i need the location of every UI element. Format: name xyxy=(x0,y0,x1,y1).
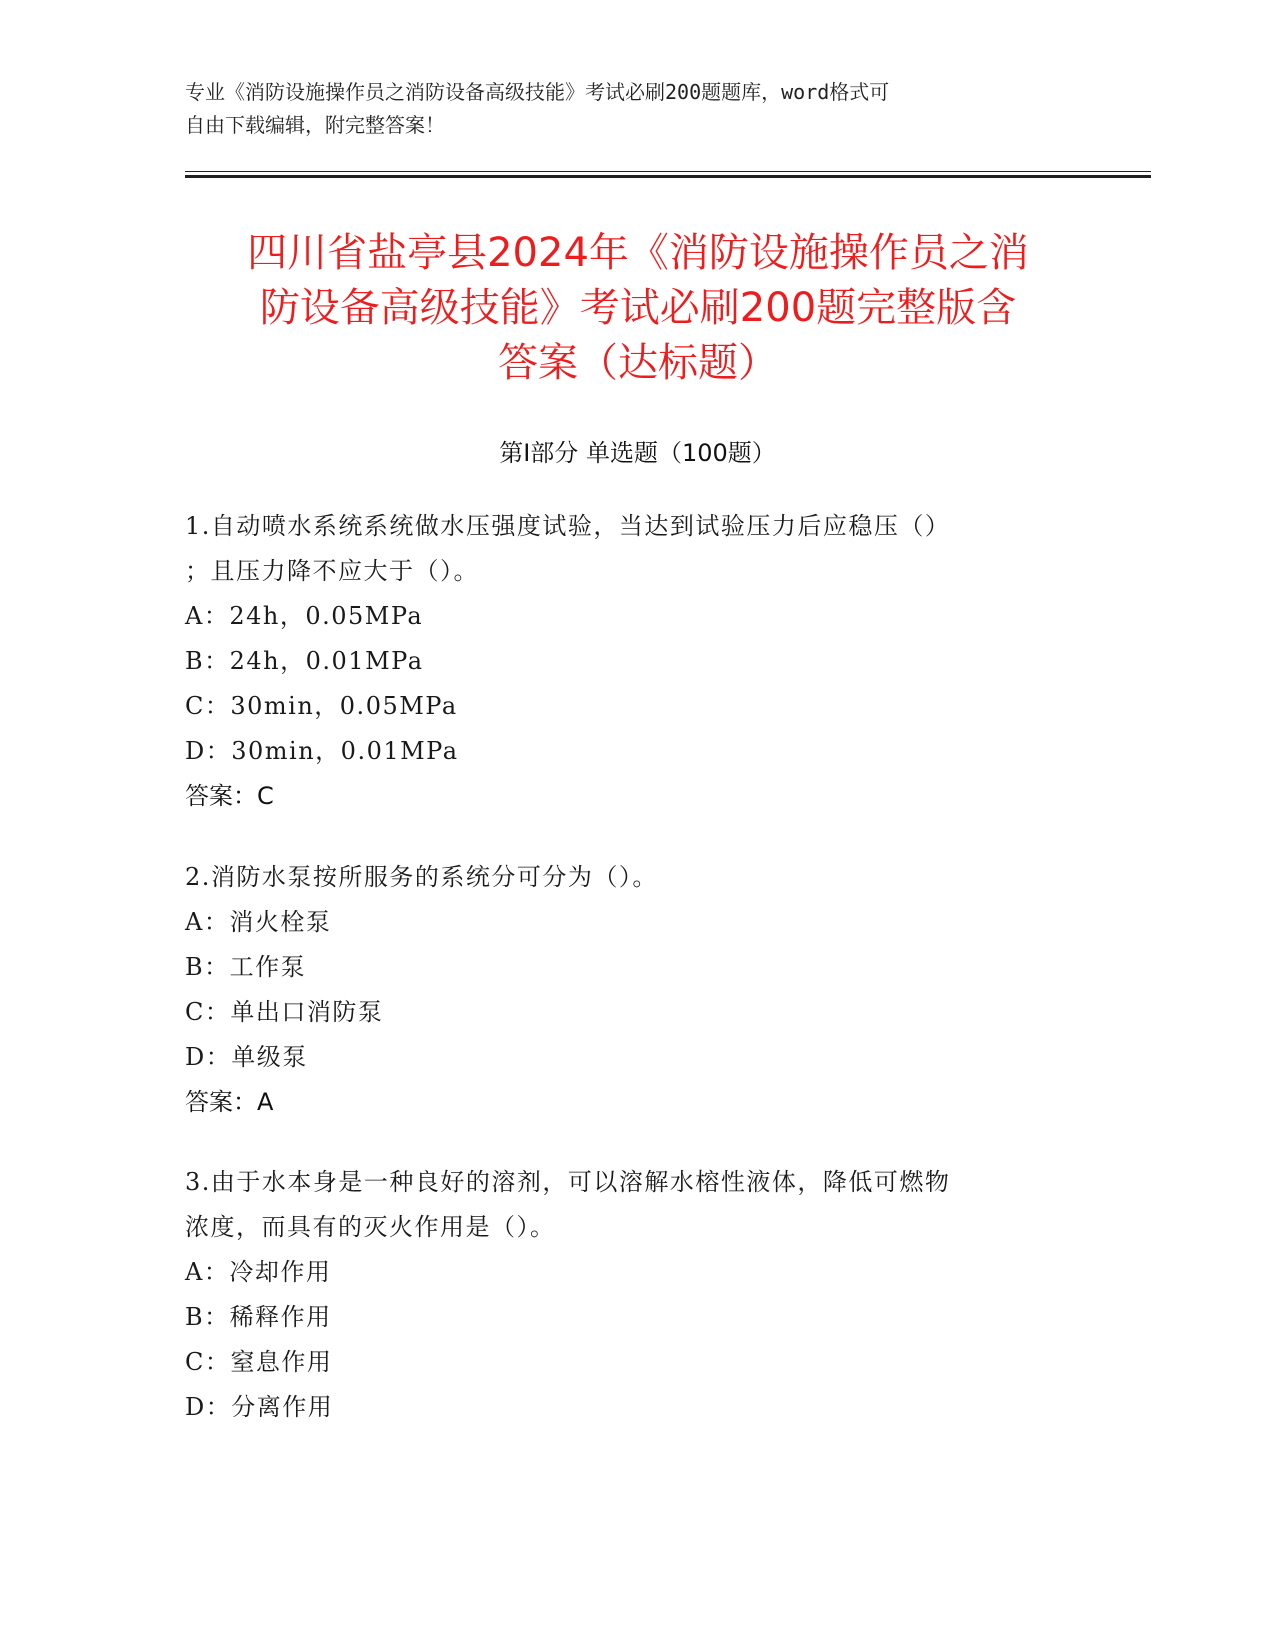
option-a: A：消火栓泵 xyxy=(185,908,332,936)
title-line-1: 四川省盐亭县2024年《消防设施操作员之消 xyxy=(247,230,1029,276)
option-c: C：单出口消防泵 xyxy=(185,998,384,1026)
section-heading: 第I部分 单选题（100题） xyxy=(499,439,776,467)
title-line-2: 防设备高级技能》考试必刷200题完整版含 xyxy=(259,285,1017,331)
title-line-3: 答案（达标题） xyxy=(498,340,778,386)
question-1 xyxy=(185,504,1085,819)
option-c: C：窒息作用 xyxy=(185,1348,333,1376)
question-3 xyxy=(185,1160,1085,1430)
question-stem-line: 3.由于水本身是一种良好的溶剂，可以溶解水榕性液体，降低可燃物 xyxy=(185,1168,951,1196)
option-a: A：冷却作用 xyxy=(185,1258,332,1286)
document-title xyxy=(140,226,1136,391)
header-note-line-2: 自由下载编辑，附完整答案！ xyxy=(185,113,445,137)
header-divider-thick xyxy=(185,175,1151,178)
option-b: B：24h，0.01MPa xyxy=(185,647,424,675)
option-c: C：30min，0.05MPa xyxy=(185,692,458,720)
option-d: D：单级泵 xyxy=(185,1043,308,1071)
header-note xyxy=(185,76,1065,142)
option-a: A：24h，0.05MPa xyxy=(185,602,424,630)
option-b: B：工作泵 xyxy=(185,953,307,981)
question-2 xyxy=(185,855,1085,1125)
header-divider-thin xyxy=(185,171,1151,172)
option-b: B：稀释作用 xyxy=(185,1303,332,1331)
option-d: D：30min，0.01MPa xyxy=(185,737,459,765)
answer: 答案：A xyxy=(185,1088,274,1116)
question-stem-line: 浓度，而具有的灭火作用是（）。 xyxy=(185,1213,556,1241)
question-stem-line: 2.消防水泵按所服务的系统分可分为（）。 xyxy=(185,863,658,891)
question-stem-line: 1.自动喷水系统系统做水压强度试验，当达到试验压力后应稳压（） xyxy=(185,512,951,540)
answer: 答案：C xyxy=(185,782,274,810)
header-note-line-1: 专业《消防设施操作员之消防设备高级技能》考试必刷200题题库，word格式可 xyxy=(185,80,890,104)
option-d: D：分离作用 xyxy=(185,1393,334,1421)
question-stem-line: ；且压力降不应大于（）。 xyxy=(185,557,479,585)
